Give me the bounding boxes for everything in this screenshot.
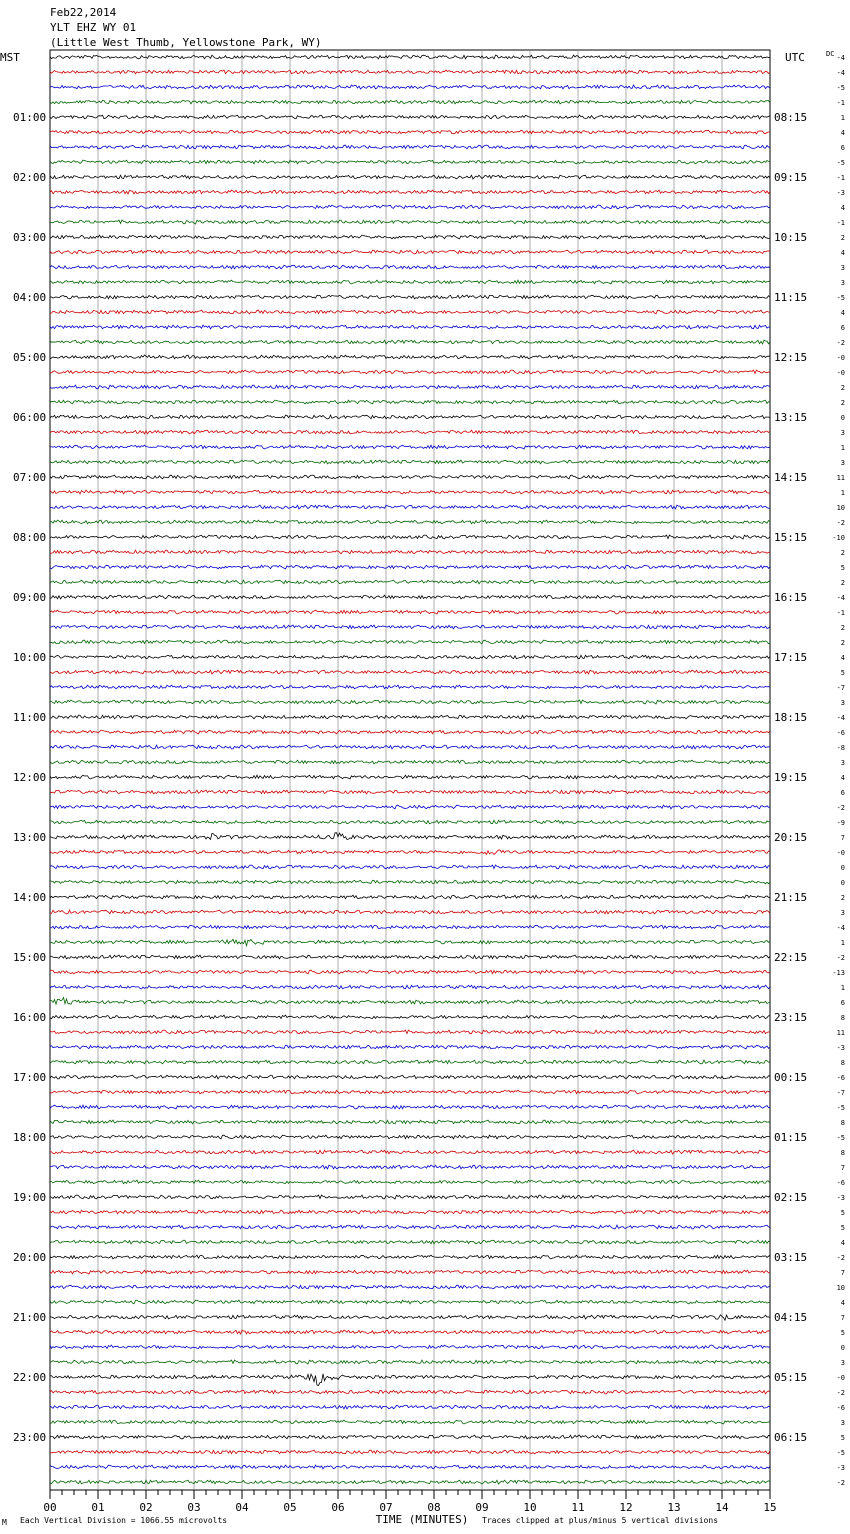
trace-line — [50, 280, 770, 284]
left-timezone-label: MST — [0, 51, 20, 64]
trace-line — [50, 400, 770, 404]
trace-line — [50, 833, 770, 840]
trace-line — [50, 190, 770, 194]
mst-hour-label: 06:00 — [13, 411, 47, 424]
dc-offset-label: -3 — [836, 1464, 845, 1472]
dc-offset-label: -4 — [836, 69, 845, 77]
utc-hour-label: 21:15 — [774, 891, 808, 904]
dc-offset-label: -6 — [836, 1404, 845, 1412]
dc-offset-label: -1 — [836, 174, 845, 182]
dc-offset-label: -6 — [836, 729, 845, 737]
dc-offset-label: -7 — [836, 684, 845, 692]
utc-hour-label: 11:15 — [774, 291, 808, 304]
dc-offset-label: 10 — [836, 1284, 845, 1292]
dc-offset-label: 8 — [840, 1119, 845, 1127]
dc-offset-label: 3 — [840, 279, 845, 287]
x-axis — [43, 1490, 776, 1514]
mst-hour-label: 13:00 — [13, 831, 47, 844]
utc-hour-label: 00:15 — [774, 1071, 808, 1084]
utc-hour-label: 18:15 — [774, 711, 808, 724]
trace-line — [50, 550, 770, 554]
dc-offset-label: -2 — [836, 804, 845, 812]
dc-offset-label: 4 — [840, 654, 845, 662]
utc-hour-label: 15:15 — [774, 531, 808, 544]
dc-offset-label: 2 — [840, 234, 845, 242]
trace-line — [50, 1374, 770, 1386]
dc-offset-label: -0 — [836, 369, 845, 377]
dc-offset-label: -1 — [836, 609, 845, 617]
dc-offset-label: 3 — [840, 759, 845, 767]
trace-line — [50, 685, 770, 689]
trace-line — [50, 670, 770, 674]
mst-hour-label: 07:00 — [13, 471, 47, 484]
dc-offset-label: 4 — [840, 309, 845, 317]
trace-line — [50, 580, 770, 584]
station-code: YLT EHZ WY 01 — [50, 21, 137, 34]
trace-line — [50, 1135, 770, 1139]
mst-hour-label: 18:00 — [13, 1131, 47, 1144]
dc-offset-label: 7 — [840, 1269, 845, 1277]
trace-line — [50, 445, 770, 449]
trace-line — [50, 1465, 770, 1469]
trace-line — [50, 160, 770, 164]
utc-hour-label: 16:15 — [774, 591, 808, 604]
utc-hour-label: 05:15 — [774, 1371, 808, 1384]
mst-hour-label: 12:00 — [13, 771, 47, 784]
trace-line — [50, 505, 770, 509]
trace-line — [50, 910, 770, 914]
trace-line — [50, 85, 770, 89]
mst-hour-label: 19:00 — [13, 1191, 47, 1204]
seismic-traces — [50, 55, 770, 1484]
dc-offset-label: -2 — [836, 1479, 845, 1487]
dc-offset-label: 3 — [840, 459, 845, 467]
dc-offset-label: -2 — [836, 954, 845, 962]
trace-line — [50, 1075, 770, 1079]
dc-offset-label: -6 — [836, 1179, 845, 1187]
trace-line — [50, 265, 770, 269]
trace-line — [50, 985, 770, 989]
trace-line — [50, 955, 770, 959]
dc-offset-label: 3 — [840, 909, 845, 917]
trace-line — [50, 1270, 770, 1274]
trace-line — [50, 595, 770, 599]
utc-hour-label: 09:15 — [774, 171, 808, 184]
trace-line — [50, 1195, 770, 1199]
mst-hour-label: 04:00 — [13, 291, 47, 304]
dc-offset-label: -5 — [836, 1104, 845, 1112]
dc-offset-label: 7 — [840, 834, 845, 842]
dc-offset-label: 2 — [840, 894, 845, 902]
right-timezone-label: UTC — [785, 51, 805, 64]
utc-hour-label: 08:15 — [774, 111, 808, 124]
trace-line — [50, 1015, 770, 1019]
dc-offset-label: -2 — [836, 339, 845, 347]
dc-offset-label: 4 — [840, 129, 845, 137]
x-tick-label: 14 — [715, 1501, 729, 1514]
trace-line — [50, 310, 770, 314]
dc-offset-label: -2 — [836, 1389, 845, 1397]
dc-offset-label: 6 — [840, 144, 845, 152]
trace-line — [50, 1240, 770, 1244]
x-tick-label: 07 — [379, 1501, 393, 1514]
dc-offset-label: 5 — [840, 564, 845, 572]
trace-line — [50, 715, 770, 719]
clip-note: Traces clipped at plus/minus 5 vertical divisions — [482, 1516, 719, 1525]
x-tick-label: 06 — [331, 1501, 345, 1514]
trace-line — [50, 640, 770, 644]
dc-offset-label: 3 — [840, 699, 845, 707]
mst-hour-label: 21:00 — [13, 1311, 47, 1324]
trace-line — [50, 1225, 770, 1229]
trace-line — [50, 70, 770, 74]
x-tick-label: 15 — [763, 1501, 777, 1514]
dc-offset-label: 4 — [840, 204, 845, 212]
trace-line — [50, 1060, 770, 1064]
utc-hour-label: 12:15 — [774, 351, 808, 364]
trace-line — [50, 295, 770, 299]
trace-line — [50, 475, 770, 479]
utc-hour-label: 23:15 — [774, 1011, 808, 1024]
dc-offset-label: -4 — [836, 54, 845, 62]
trace-line — [50, 655, 770, 659]
x-tick-label: 01 — [91, 1501, 105, 1514]
mst-hour-label: 22:00 — [13, 1371, 47, 1384]
dc-offset-header: DC — [826, 50, 835, 58]
trace-line — [50, 790, 770, 794]
trace-line — [50, 1360, 770, 1364]
utc-hour-label: 04:15 — [774, 1311, 808, 1324]
trace-line — [50, 1030, 770, 1034]
x-tick-label: 11 — [571, 1501, 585, 1514]
dc-offset-label: -3 — [836, 189, 845, 197]
utc-hour-label: 22:15 — [774, 951, 808, 964]
dc-offset-label: 11 — [836, 474, 845, 482]
x-tick-label: 04 — [235, 1501, 249, 1514]
utc-hour-label: 01:15 — [774, 1131, 808, 1144]
trace-line — [50, 325, 770, 329]
dc-offset-label: 3 — [840, 429, 845, 437]
dc-offset-label: 2 — [840, 384, 845, 392]
trace-line — [50, 1105, 770, 1109]
trace-line — [50, 430, 770, 434]
mst-hour-label: 03:00 — [13, 231, 47, 244]
dc-offset-label: 4 — [840, 774, 845, 782]
trace-line — [50, 880, 770, 884]
dc-offset-label: 8 — [840, 1059, 845, 1067]
dc-offset-label: -10 — [832, 534, 845, 542]
trace-line — [50, 100, 770, 104]
dc-offset-label: 1 — [840, 984, 845, 992]
dc-offset-label: 1 — [840, 114, 845, 122]
mst-hour-label: 01:00 — [13, 111, 47, 124]
mst-hour-label: 08:00 — [13, 531, 47, 544]
trace-line — [50, 1300, 770, 1304]
dc-offset-label: -5 — [836, 159, 845, 167]
utc-hour-labels — [774, 111, 807, 1444]
mst-hour-label: 16:00 — [13, 1011, 47, 1024]
trace-line — [50, 535, 770, 539]
dc-offset-labels — [832, 54, 845, 1487]
x-tick-label: 03 — [187, 1501, 201, 1514]
trace-line — [50, 1405, 770, 1409]
x-tick-label: 12 — [619, 1501, 633, 1514]
dc-offset-label: 0 — [840, 1344, 845, 1352]
trace-line — [50, 460, 770, 464]
dc-offset-label: -7 — [836, 1089, 845, 1097]
scale-note: Each Vertical Division = 1066.55 microvolts — [20, 1516, 228, 1525]
dc-offset-label: 0 — [840, 879, 845, 887]
trace-line — [50, 520, 770, 524]
utc-hour-label: 02:15 — [774, 1191, 808, 1204]
trace-line — [50, 997, 770, 1004]
trace-line — [50, 355, 770, 359]
dc-offset-label: -6 — [836, 1074, 845, 1082]
trace-line — [50, 370, 770, 374]
trace-line — [50, 760, 770, 764]
logo-mark: M — [2, 1518, 7, 1527]
trace-line — [50, 1450, 770, 1454]
dc-offset-label: -3 — [836, 1194, 845, 1202]
trace-line — [50, 1255, 770, 1259]
x-tick-label: 13 — [667, 1501, 681, 1514]
trace-line — [50, 490, 770, 494]
trace-line — [50, 1180, 770, 1184]
trace-line — [50, 775, 770, 779]
dc-offset-label: 7 — [840, 1314, 845, 1322]
trace-line — [50, 565, 770, 569]
dc-offset-label: 3 — [840, 1359, 845, 1367]
x-tick-label: 10 — [523, 1501, 537, 1514]
dc-offset-label: -4 — [836, 924, 845, 932]
dc-offset-label: 3 — [840, 1419, 845, 1427]
dc-offset-label: -3 — [836, 1044, 845, 1052]
utc-hour-label: 19:15 — [774, 771, 808, 784]
mst-hour-label: 23:00 — [13, 1431, 47, 1444]
mst-hour-label: 20:00 — [13, 1251, 47, 1264]
trace-line — [50, 820, 770, 824]
trace-line — [50, 700, 770, 704]
trace-line — [50, 970, 770, 974]
dc-offset-label: 2 — [840, 399, 845, 407]
trace-line — [50, 415, 770, 419]
x-axis-label: TIME (MINUTES) — [375, 1513, 469, 1526]
trace-line — [50, 805, 770, 809]
dc-offset-label: 2 — [840, 639, 845, 647]
trace-line — [50, 745, 770, 749]
dc-offset-label: -0 — [836, 354, 845, 362]
mst-hour-label: 11:00 — [13, 711, 47, 724]
dc-offset-label: 5 — [840, 1224, 845, 1232]
mst-hour-label: 17:00 — [13, 1071, 47, 1084]
trace-line — [50, 1435, 770, 1439]
trace-line — [50, 130, 770, 134]
dc-offset-label: 5 — [840, 669, 845, 677]
utc-hour-label: 10:15 — [774, 231, 808, 244]
x-tick-label: 00 — [43, 1501, 57, 1514]
trace-line — [50, 939, 770, 946]
dc-offset-label: 0 — [840, 414, 845, 422]
x-tick-label: 05 — [283, 1501, 297, 1514]
dc-offset-label: 5 — [840, 1209, 845, 1217]
mst-hour-label: 05:00 — [13, 351, 47, 364]
dc-offset-label: 6 — [840, 999, 845, 1007]
dc-offset-label: 5 — [840, 1329, 845, 1337]
dc-offset-label: 2 — [840, 624, 845, 632]
utc-hour-label: 17:15 — [774, 651, 808, 664]
trace-line — [50, 205, 770, 209]
dc-offset-label: 10 — [836, 504, 845, 512]
trace-line — [50, 175, 770, 179]
dc-offset-label: 8 — [840, 1149, 845, 1157]
chart-date: Feb22,2014 — [50, 6, 117, 19]
trace-line — [50, 115, 770, 119]
dc-offset-label: -0 — [836, 849, 845, 857]
mst-hour-label: 02:00 — [13, 171, 47, 184]
dc-offset-label: -13 — [832, 969, 845, 977]
trace-line — [50, 625, 770, 629]
trace-line — [50, 385, 770, 389]
dc-offset-label: -5 — [836, 1134, 845, 1142]
dc-offset-label: -4 — [836, 714, 845, 722]
trace-line — [50, 1285, 770, 1289]
x-tick-label: 09 — [475, 1501, 489, 1514]
dc-offset-label: -0 — [836, 1374, 845, 1382]
dc-offset-label: 3 — [840, 264, 845, 272]
trace-line — [50, 250, 770, 254]
dc-offset-label: -9 — [836, 819, 845, 827]
trace-line — [50, 1165, 770, 1169]
mst-hour-label: 14:00 — [13, 891, 47, 904]
mst-hour-labels — [13, 111, 46, 1444]
trace-line — [50, 1345, 770, 1349]
trace-line — [50, 1045, 770, 1049]
utc-hour-label: 13:15 — [774, 411, 808, 424]
mst-hour-label: 09:00 — [13, 591, 47, 604]
dc-offset-label: -5 — [836, 1449, 845, 1457]
trace-line — [50, 1480, 770, 1484]
trace-line — [50, 1210, 770, 1214]
trace-line — [50, 730, 770, 734]
x-tick-label: 02 — [139, 1501, 153, 1514]
dc-offset-label: -1 — [836, 219, 845, 227]
trace-line — [50, 145, 770, 149]
dc-offset-label: 4 — [840, 1239, 845, 1247]
utc-hour-label: 06:15 — [774, 1431, 808, 1444]
dc-offset-label: -8 — [836, 744, 845, 752]
dc-offset-label: 6 — [840, 789, 845, 797]
x-tick-label: 08 — [427, 1501, 441, 1514]
trace-line — [50, 610, 770, 614]
dc-offset-label: 5 — [840, 1434, 845, 1442]
dc-offset-label: 1 — [840, 939, 845, 947]
trace-line — [50, 850, 770, 854]
trace-line — [50, 235, 770, 239]
dc-offset-label: -2 — [836, 519, 845, 527]
trace-line — [50, 1120, 770, 1124]
dc-offset-label: 1 — [840, 489, 845, 497]
utc-hour-label: 03:15 — [774, 1251, 808, 1264]
trace-line — [50, 895, 770, 899]
trace-line — [50, 220, 770, 224]
trace-line — [50, 865, 770, 869]
dc-offset-label: 4 — [840, 1299, 845, 1307]
dc-offset-label: 0 — [840, 864, 845, 872]
dc-offset-label: 7 — [840, 1164, 845, 1172]
dc-offset-label: 11 — [836, 1029, 845, 1037]
utc-hour-label: 14:15 — [774, 471, 808, 484]
dc-offset-label: -5 — [836, 84, 845, 92]
dc-offset-label: 1 — [840, 444, 845, 452]
dc-offset-label: 2 — [840, 579, 845, 587]
dc-offset-label: 8 — [840, 1014, 845, 1022]
trace-line — [50, 55, 770, 59]
trace-line — [50, 925, 770, 929]
trace-line — [50, 1315, 770, 1320]
trace-line — [50, 1390, 770, 1394]
dc-offset-label: 2 — [840, 549, 845, 557]
dc-offset-label: 4 — [840, 249, 845, 257]
mst-hour-label: 15:00 — [13, 951, 47, 964]
trace-line — [50, 1330, 770, 1334]
dc-offset-label: -4 — [836, 594, 845, 602]
mst-hour-label: 10:00 — [13, 651, 47, 664]
dc-offset-label: -2 — [836, 1254, 845, 1262]
dc-offset-label: 6 — [840, 324, 845, 332]
dc-offset-label: -1 — [836, 99, 845, 107]
trace-line — [50, 1150, 770, 1154]
trace-line — [50, 1420, 770, 1424]
dc-offset-label: -5 — [836, 294, 845, 302]
station-location: (Little West Thumb, Yellowstone Park, WY) — [50, 36, 322, 49]
trace-line — [50, 1090, 770, 1094]
trace-line — [50, 340, 770, 344]
utc-hour-label: 20:15 — [774, 831, 808, 844]
